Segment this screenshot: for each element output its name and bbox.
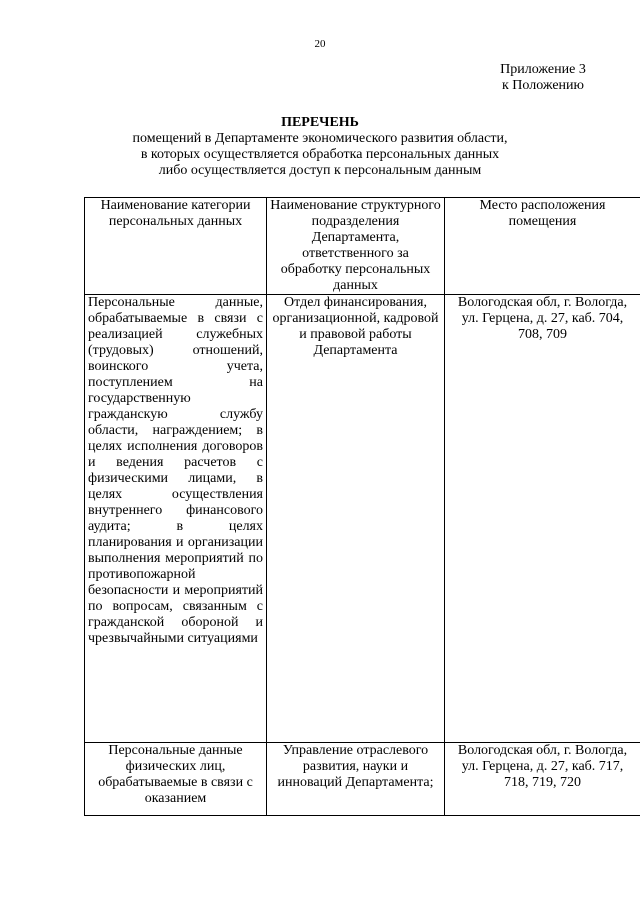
annex-line-1: Приложение 3 — [500, 62, 586, 77]
cell-category: Персональные данные, обрабатываемые в связи с реализацией служебных (трудовых) отношений, воинского учета, поступлением на государственную гражданскую службу области, награждением; в целях исполнения договоров и ведения расчетов с физическими лицами, в целях осуществления внутреннего финансового аудита; в целях планирования и организации выполнения мероприятий по противопожарной безопасности и мероприятий по вопросам, связанным с гражданской обороной и чрезвычайными ситуациями — [85, 295, 267, 743]
document-subtitle-line-3: либо осуществляется доступ к персональным данным — [158, 163, 482, 178]
document-heading — [0, 115, 640, 179]
cell-location: Вологодская обл, г. Вологда, ул. Герцена, д. 27, каб. 704, 708, 709 — [445, 295, 640, 743]
cell-location: Вологодская обл, г. Вологда, ул. Герцена, д. 27, каб. 717, 718, 719, 720 — [445, 743, 640, 816]
table-row — [85, 295, 640, 743]
page-number: 20 — [314, 38, 326, 50]
document-subtitle-line-2: в которых осуществляется обработка персональных данных — [140, 147, 500, 162]
header-category: Наименование категории персональных данных — [85, 198, 267, 295]
premises-table — [84, 197, 640, 816]
document-title: ПЕРЕЧЕНЬ — [281, 115, 359, 130]
annex-reference — [458, 62, 628, 94]
table-header-row — [85, 198, 640, 295]
cell-department: Управление отраслевого развития, науки и инноваций Департамента; — [267, 743, 445, 816]
table-row — [85, 743, 640, 816]
document-subtitle-line-1: помещений в Департаменте экономического развития области, — [132, 131, 508, 146]
header-department: Наименование структурного подразделения Департамента, ответственного за обработку персональных данных — [267, 198, 445, 295]
cell-category: Персональные данные физических лиц, обрабатываемые в связи с оказанием — [85, 743, 267, 816]
cell-department: Отдел финансирования, организационной, кадровой и правовой работы Департамента — [267, 295, 445, 743]
header-location: Место расположения помещения — [445, 198, 640, 295]
annex-line-2: к Положению — [501, 78, 584, 93]
